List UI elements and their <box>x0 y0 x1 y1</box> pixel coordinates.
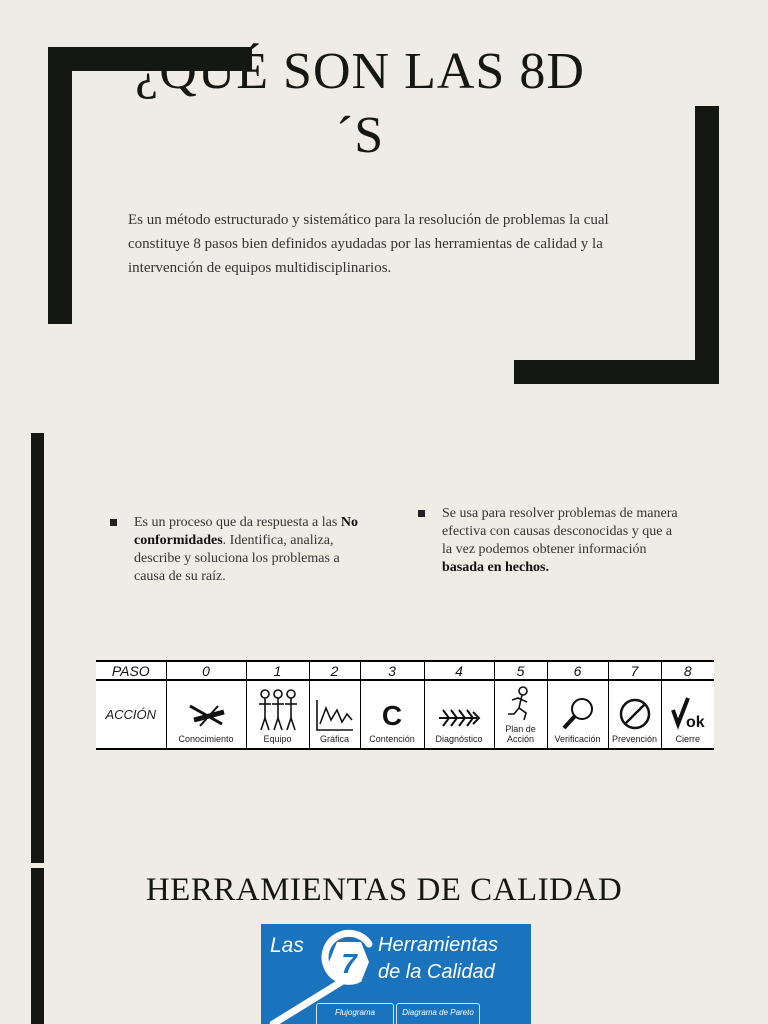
step-number: 1 <box>246 661 309 680</box>
step-number: 6 <box>547 661 608 680</box>
bullet-square-icon <box>110 519 117 526</box>
step-cell-2 <box>309 680 360 749</box>
check-ok-icon <box>670 696 706 732</box>
step-label: Plan de Acción <box>505 724 536 744</box>
step-cell-4 <box>424 680 494 749</box>
bullet2-text-before: Se usa para resolver problemas de manera efectiva con causas desconocidas y que a la vez podemos obtener información <box>442 506 678 557</box>
frame-bottom-right-vertical <box>695 106 719 384</box>
frame-top-left-vertical <box>48 47 72 324</box>
step-label: Verificación <box>554 734 601 744</box>
step-cell-6 <box>547 680 608 749</box>
8d-steps-table <box>96 660 714 750</box>
knowledge-icon <box>184 698 228 732</box>
steps-action-row <box>96 680 714 749</box>
runner-icon <box>506 686 536 722</box>
step-number: 4 <box>424 661 494 680</box>
step-cell-0 <box>166 680 246 749</box>
bullet-item-1 <box>110 514 372 586</box>
step-label: Conocimiento <box>178 734 234 744</box>
slide-title <box>110 40 610 168</box>
banner-chip-pareto: Diagrama de Pareto <box>396 1003 480 1024</box>
step-cell-8 <box>661 680 714 749</box>
bullet2-bold-text: basada en hechos. <box>442 560 549 575</box>
step-cell-7 <box>608 680 661 749</box>
step-cell-1 <box>246 680 309 749</box>
slide2-left-bar <box>31 433 44 863</box>
arrows-icon <box>437 704 481 732</box>
containment-letter: C <box>381 700 403 731</box>
team-icon <box>256 688 300 732</box>
step-number: 7 <box>608 661 661 680</box>
step-label: Contención <box>369 734 415 744</box>
paso-label: PASO <box>96 661 166 680</box>
step-cell-5 <box>494 680 547 749</box>
tools-banner <box>261 924 531 1024</box>
ok-text: ok <box>685 714 705 731</box>
banner-line2: de la Calidad <box>378 961 495 983</box>
step-cell-3 <box>360 680 424 749</box>
step-number: 5 <box>494 661 547 680</box>
containment-icon <box>375 698 409 732</box>
banner-las-text: Las <box>270 934 304 957</box>
steps-header-row <box>96 661 714 680</box>
slide-title-line2: ´S <box>335 107 385 164</box>
step-label: Equipo <box>263 734 292 744</box>
slide-title-line1: ¿QUÉ SON LAS 8D <box>135 43 585 100</box>
bullet-square-icon <box>418 510 425 517</box>
magnifier-icon <box>560 696 596 732</box>
step-number: 0 <box>166 661 246 680</box>
bullet1-text-before: Es un proceso que da respuesta a las <box>134 515 341 530</box>
step-label: Prevención <box>611 734 658 744</box>
frame-bottom-right-horizontal <box>514 360 719 384</box>
bullet1-bold-text: No conformidades <box>134 515 358 548</box>
step-number: 3 <box>360 661 424 680</box>
bullet-item-2 <box>418 505 680 577</box>
step-label: Cierre <box>675 734 700 744</box>
bullet-text-2 <box>442 505 680 577</box>
step-number: 2 <box>309 661 360 680</box>
bullet-text-1 <box>134 514 372 586</box>
step-number: 8 <box>661 661 714 680</box>
description-text: Es un método estructurado y sistemático para la resolución de problemas la cual constituye 8 pasos bien definidos ayudadas por las herramientas de calidad y la intervención de equipos multidisciplinarios. <box>128 212 609 276</box>
banner-number: 7 <box>341 948 357 979</box>
bullet1-text-after: . Identifica, analiza, describe y soluciona los problemas a causa de su raíz. <box>134 533 340 584</box>
banner-line1: Herramientas <box>378 934 499 956</box>
chart-icon <box>315 698 355 732</box>
tools-heading: HERRAMIENTAS DE CALIDAD <box>145 872 623 908</box>
step-label: Gráfica <box>319 734 349 744</box>
prohibited-icon <box>617 696 653 732</box>
banner-chip-flujograma: Flujograma <box>316 1003 394 1024</box>
accion-label: ACCIÓN <box>96 680 166 749</box>
step-label: Diagnóstico <box>435 734 483 744</box>
